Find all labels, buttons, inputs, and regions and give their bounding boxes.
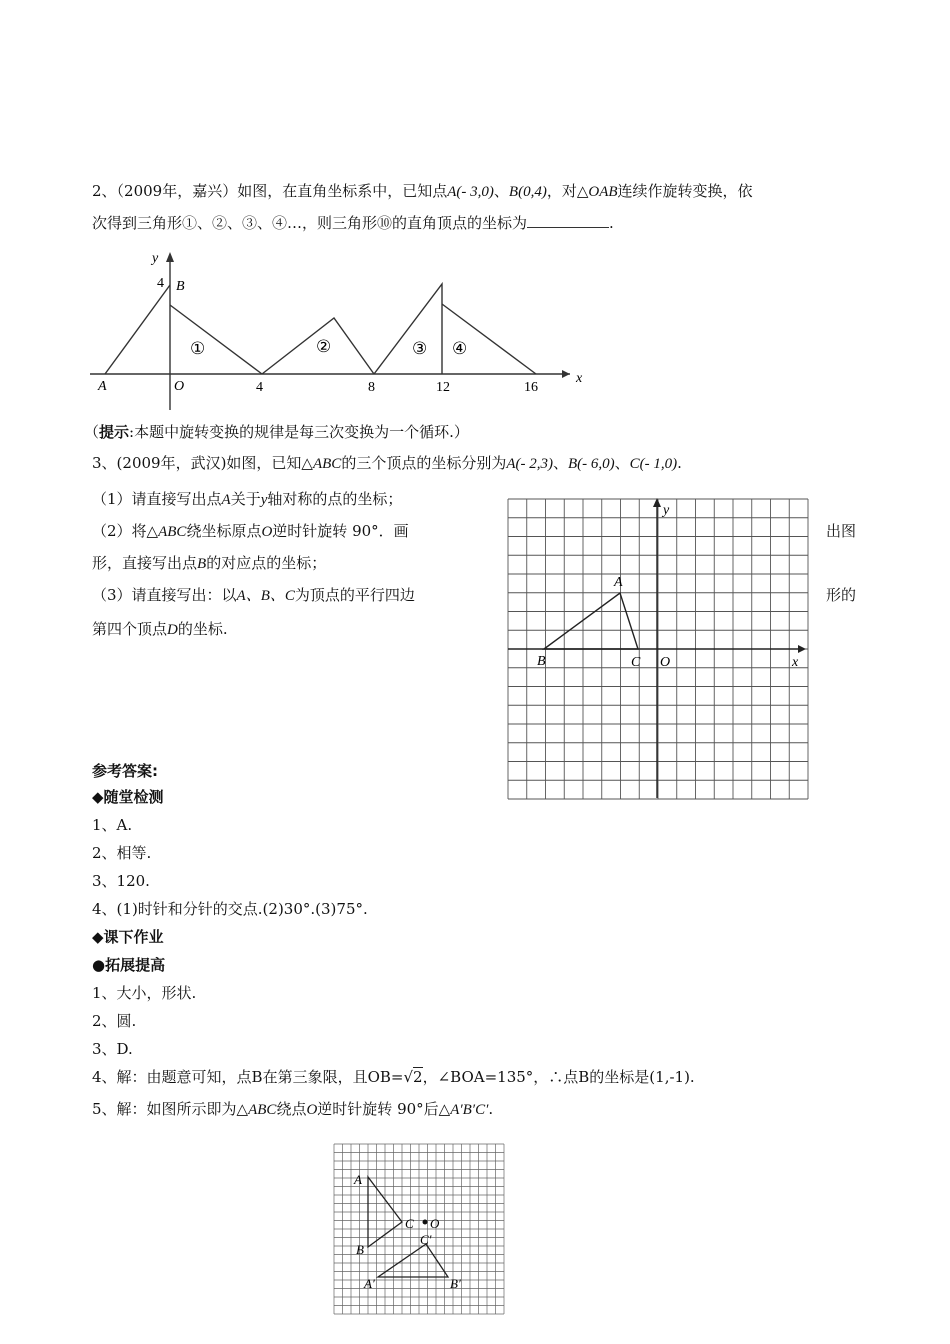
q3-part1: （1）请直接写出点A关于y轴对称的点的坐标； xyxy=(92,490,403,508)
q3-part2: （2）将△ABC绕坐标原点O逆时针旋转 90°．画 xyxy=(92,522,409,540)
svg-text:4: 4 xyxy=(157,276,164,291)
section-homework: ◆课下作业 xyxy=(92,928,164,946)
section-classroom: ◆随堂检测 xyxy=(92,788,164,806)
svg-text:A: A xyxy=(614,575,623,590)
ext-answer-4: 4、解：由题意可知，点B在第三象限，且OB=√2，∠BOA=135°，∴点B的坐标是(1,-1). xyxy=(92,1068,695,1086)
svg-text:8: 8 xyxy=(368,380,375,395)
q2-line2: 次得到三角形①、②、③、④…，则三角形⑩的直角顶点的坐标为 . xyxy=(92,214,614,232)
svg-text:y: y xyxy=(152,251,159,266)
svg-text:A′: A′ xyxy=(364,1276,375,1291)
svg-text:12: 12 xyxy=(436,380,450,395)
hint: （提示:本题中旋转变换的规律是每三次变换为一个循环.） xyxy=(84,423,469,441)
svg-text:A: A xyxy=(354,1172,362,1187)
ext-answer-5: 5、解：如图所示即为△ABC绕点O逆时针旋转 90°后△A′B′C′. xyxy=(92,1100,494,1118)
q3-part2-line2: 形，直接写出点B的对应点的坐标； xyxy=(92,554,327,572)
q3-grid xyxy=(500,490,820,802)
svg-text:C: C xyxy=(631,655,641,670)
svg-text:O: O xyxy=(660,655,671,670)
point-a: A(- 3,0) xyxy=(447,184,494,200)
q3-part3-line2: 第四个顶点D的坐标. xyxy=(92,620,228,638)
svg-text:①: ① xyxy=(190,339,206,358)
q3-part3-right: 形的 xyxy=(826,586,857,604)
svg-text:x: x xyxy=(576,371,583,386)
answer-4: 4、(1)时针和分针的交点.(2)30°.(3)75°. xyxy=(92,900,368,918)
svg-text:C: C xyxy=(405,1216,414,1231)
answer-3: 3、120. xyxy=(92,872,150,890)
q3-part2-right: 出图 xyxy=(826,522,857,540)
svg-text:③: ③ xyxy=(412,339,428,358)
svg-text:④: ④ xyxy=(452,339,468,358)
answer5-grid xyxy=(330,1140,508,1316)
ext-answer-3: 3、D. xyxy=(92,1040,133,1058)
svg-text:A: A xyxy=(98,379,107,394)
svg-text:②: ② xyxy=(316,337,332,356)
point-b: B(0,4) xyxy=(508,184,547,200)
svg-text:B: B xyxy=(176,279,185,294)
ext-answer-2: 2、圆. xyxy=(92,1012,137,1030)
svg-text:y: y xyxy=(663,503,670,518)
svg-text:16: 16 xyxy=(524,380,538,395)
answer-2: 2、相等. xyxy=(92,844,152,862)
svg-text:x: x xyxy=(792,655,799,670)
q3-line1: 3、(2009年，武汉)如图，已知△ABC的三个顶点的坐标分别为A(- 2,3)、B(- 6,0)、C(- 1,0). xyxy=(92,454,682,472)
svg-text:O: O xyxy=(430,1216,440,1231)
q3-part3: （3）请直接写出：以A、B、C为顶点的平行四边 xyxy=(92,586,415,604)
svg-text:C′: C′ xyxy=(420,1232,432,1247)
answers-title: 参考答案: xyxy=(92,762,158,780)
ext-answer-1: 1、大小，形状. xyxy=(92,984,197,1002)
section-extension: ●拓展提高 xyxy=(92,956,166,974)
svg-text:B: B xyxy=(537,654,546,669)
q2-figure xyxy=(0,0,950,420)
q2-line1: 2、（2009年，嘉兴）如图，在直角坐标系中，已知点A(- 3,0)、B(0,4)，对△OAB连续作旋转变换，依 xyxy=(92,182,753,200)
answer-1: 1、A. xyxy=(92,816,133,834)
sqrt-symbol: √ xyxy=(403,1068,414,1086)
svg-text:B′: B′ xyxy=(450,1276,461,1291)
svg-text:4: 4 xyxy=(256,380,263,395)
svg-text:B: B xyxy=(356,1242,364,1257)
svg-text:O: O xyxy=(174,379,185,394)
